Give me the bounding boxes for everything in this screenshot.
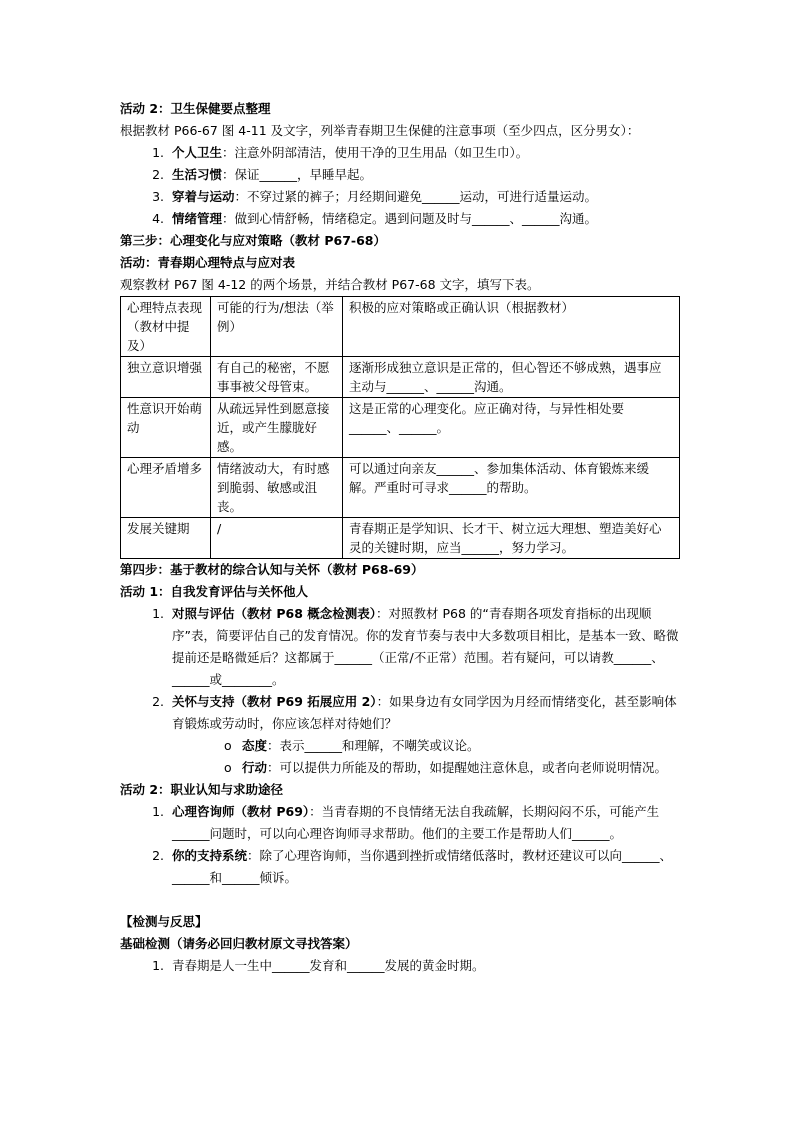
activity2-intro: 根据教材 P66-67 图 4-11 及文字，列举青春期卫生保健的注意事项（至少四点，区分男女）：	[120, 123, 640, 138]
table-cell: 青春期正是学知识、长才干、树立远大理想、塑造美好心灵的关键时期，应当______，努力学习。	[343, 518, 680, 559]
item-label: 你的支持系统	[172, 848, 248, 863]
hygiene-item	[168, 208, 680, 230]
table-cell: 情绪波动大，有时感到脆弱、敏感或沮丧。	[211, 458, 343, 518]
table-cell: 心理矛盾增多	[121, 458, 211, 518]
activity2b-title: 活动 2：职业认知与求助途径	[120, 782, 284, 797]
table-header: 心理特点表现（教材中提及）	[121, 297, 211, 357]
activity1-title: 活动 1：自我发育评估与关怀他人	[120, 584, 309, 599]
hygiene-item	[168, 164, 680, 186]
item-label: 个人卫生	[172, 145, 223, 160]
table-cell: /	[211, 518, 343, 559]
activity2-title: 活动 2：卫生保健要点整理	[120, 101, 271, 116]
item-text: ：除了心理咨询师，当你遇到挫折或情绪低落时，教材还建议可以向______、______和______倾诉。	[172, 848, 673, 885]
basic-title: 基础检测（请务必回归教材原文寻找答案）	[120, 936, 358, 951]
basic-item: 1. 青春期是人一生中______发育和______发展的黄金时期。	[168, 955, 680, 977]
hygiene-list	[120, 142, 680, 230]
care-sub-item	[224, 735, 680, 757]
table-cell: 发展关键期	[121, 518, 211, 559]
table-row	[121, 458, 680, 518]
activity1-list	[120, 603, 680, 779]
step4-title: 第四步：基于教材的综合认知与关怀（教材 P68-69）	[120, 562, 424, 577]
care-sub-item	[224, 757, 680, 779]
item-text: ：不穿过紧的裤子；月经期间避免______运动，可进行适量运动。	[234, 189, 598, 204]
hygiene-item	[168, 142, 680, 164]
item-text: ：对照教材 P68 的“青春期各项发育指标的出现顺序”表，简要评估自己的发育情况。你的发育节奏与表中大多数项目相比，是基本一致、略微提前还是略微延后？这都属于______（正常/不正常）范围。若有疑问，可以请教______、______或________。	[172, 606, 679, 687]
activity-table-title: 活动：青春期心理特点与应对表	[120, 255, 296, 270]
table-cell: 逐渐形成独立意识是正常的，但心智还不够成熟，遇事应主动与______、______沟通。	[343, 357, 680, 398]
item-label: 态度	[242, 738, 268, 753]
table-cell: 独立意识增强	[121, 357, 211, 398]
table-row	[121, 398, 680, 458]
hygiene-item	[168, 186, 680, 208]
item-label: 生活习惯	[172, 167, 223, 182]
table-cell: 这是正常的心理变化。应正确对待，与异性相处要______、______。	[343, 398, 680, 458]
activity2b-item	[168, 801, 680, 845]
care-sublist	[172, 735, 680, 779]
activity2b-item	[168, 845, 680, 889]
document-page	[120, 98, 680, 977]
step3-title: 第三步：心理变化与应对策略（教材 P67-68）	[120, 233, 386, 248]
item-text: ：可以提供力所能及的帮助，如提醒她注意休息，或者向老师说明情况。	[267, 760, 668, 775]
item-label: 心理咨询师（教材 P69）	[172, 804, 310, 819]
psych-table	[120, 296, 680, 559]
item-text: ：当青春期的不良情绪无法自我疏解，长期闷闷不乐，可能产生______问题时，可以向心理咨询师寻求帮助。他们的主要工作是帮助人们______。	[172, 804, 660, 841]
table-row	[121, 518, 680, 559]
activity1-item	[168, 603, 680, 691]
check-title: 【检测与反思】	[120, 914, 208, 929]
table-cell: 从疏远异性到愿意接近，或产生朦胧好感。	[211, 398, 343, 458]
table-cell: 有自己的秘密，不愿事事被父母管束。	[211, 357, 343, 398]
basic-list	[120, 955, 680, 977]
item-label: 关怀与支持（教材 P69 拓展应用 2）	[172, 694, 377, 709]
spacer	[120, 889, 680, 911]
activity2b-list	[120, 801, 680, 889]
item-text: ：保证______，早睡早起。	[222, 167, 373, 182]
table-header-row	[121, 297, 680, 357]
item-text: ：表示______和理解，不嘲笑或议论。	[267, 738, 480, 753]
table-header: 积极的应对策略或正确认识（根据教材）	[343, 297, 680, 357]
table-cell: 可以通过向亲友______、参加集体活动、体育锻炼来缓解。严重时可寻求______的帮助。	[343, 458, 680, 518]
item-text: ：如果身边有女同学因为月经而情绪变化，甚至影响体育锻炼或劳动时，你应该怎样对待她们？	[172, 694, 677, 731]
table-cell: 性意识开始萌动	[121, 398, 211, 458]
item-label: 情绪管理	[172, 211, 223, 226]
table-intro: 观察教材 P67 图 4-12 的两个场景，并结合教材 P67-68 文字，填写下表。	[120, 277, 540, 292]
item-label: 穿着与运动	[172, 189, 235, 204]
item-label: 对照与评估（教材 P68 概念检测表）	[172, 606, 377, 621]
table-header: 可能的行为/想法（举例）	[211, 297, 343, 357]
item-text: ：做到心情舒畅，情绪稳定。遇到问题及时与______、______沟通。	[222, 211, 598, 226]
activity1-item	[168, 691, 680, 779]
item-label: 行动	[242, 760, 268, 775]
item-text: ：注意外阴部清洁，使用干净的卫生用品（如卫生巾）。	[222, 145, 529, 160]
table-row	[121, 357, 680, 398]
